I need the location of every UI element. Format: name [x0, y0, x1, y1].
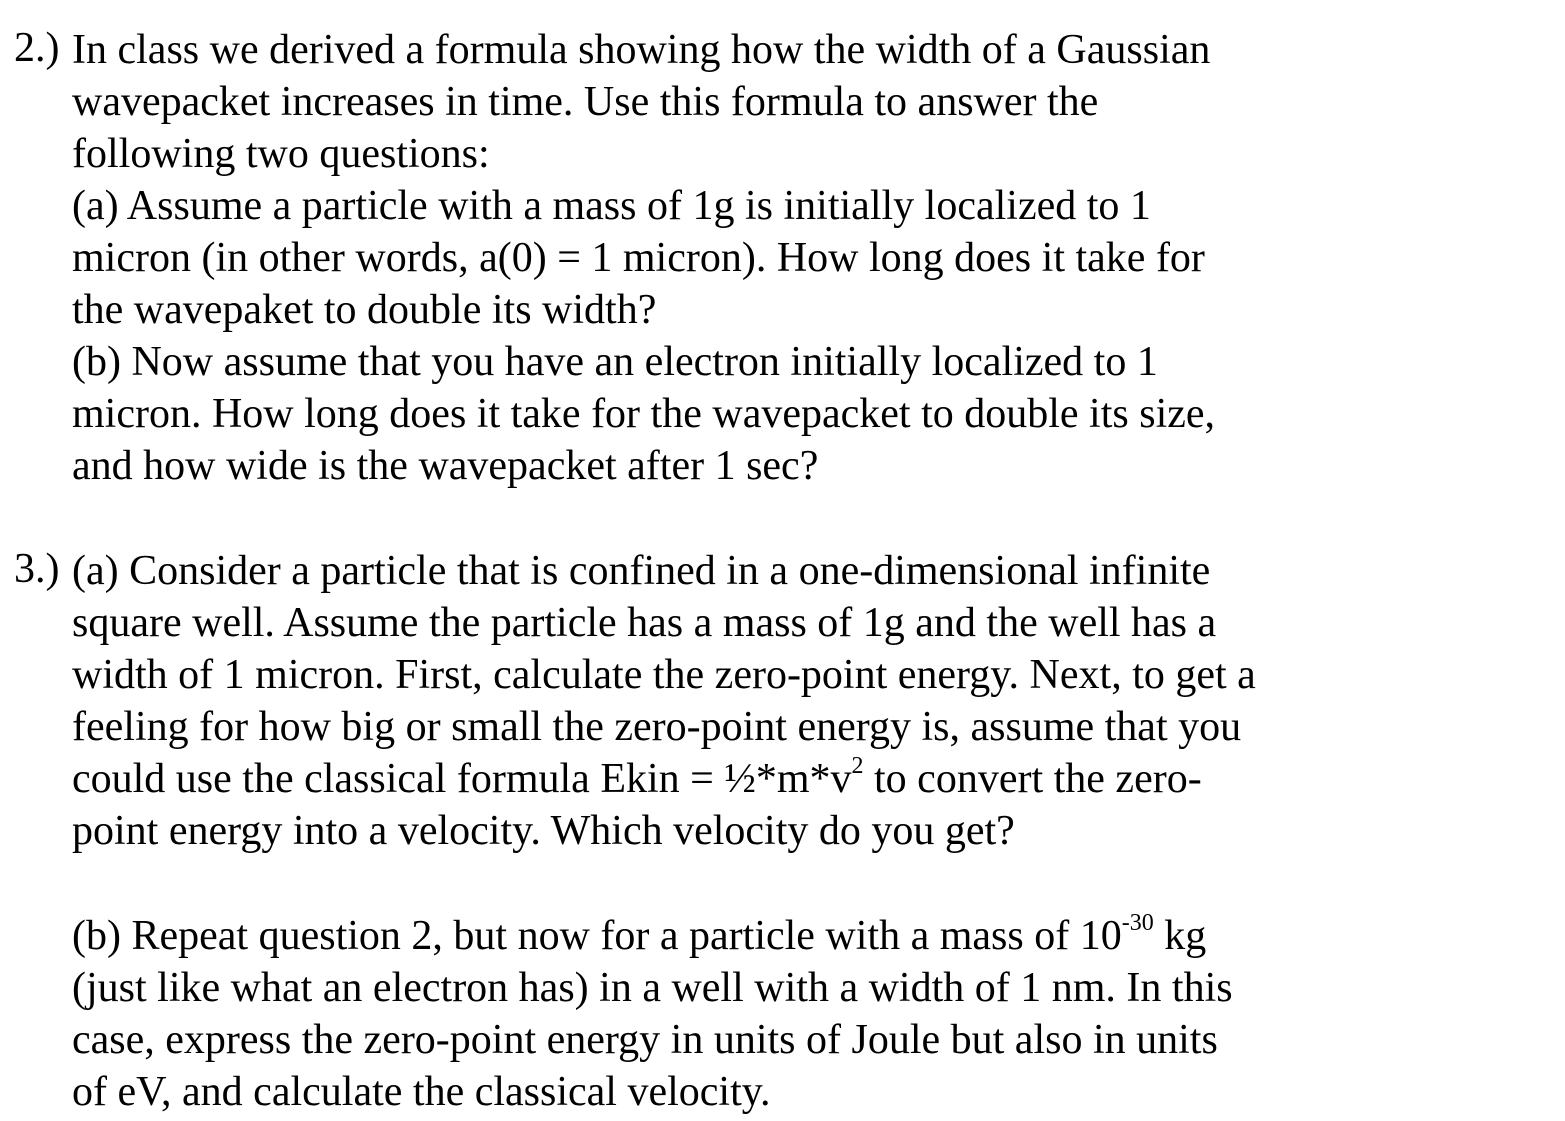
- problem-text-line: width of 1 micron. First, calculate the zero-point energy. Next, to get a: [72, 652, 1256, 698]
- superscript: 2: [851, 753, 864, 779]
- problem-text-line: [72, 910, 1206, 962]
- problem-text-line: the wavepaket to double its width?: [72, 287, 657, 333]
- problem-text-line: (a) Consider a particle that is confined in a one-dimensional infinite: [72, 548, 1211, 594]
- problem-text-line: (just like what an electron has) in a well with a width of 1 nm. In this: [72, 965, 1233, 1011]
- superscript: -30: [1121, 910, 1154, 936]
- text-fragment: could use the classical formula Ekin = ½*m*v: [72, 756, 852, 802]
- problem-text-line: of eV, and calculate the classical velocity.: [72, 1069, 771, 1115]
- problem-text-line: [72, 753, 1202, 805]
- problem-text-line: following two questions:: [72, 131, 490, 177]
- problem-text-line: point energy into a velocity. Which velocity do you get?: [72, 808, 1015, 854]
- problem-text-line: feeling for how big or small the zero-point energy is, assume that you: [72, 704, 1242, 750]
- text-fragment: (b) Repeat question 2, but now for a particle with a mass of 10: [72, 913, 1122, 959]
- problem-text-line: square well. Assume the particle has a mass of 1g and the well has a: [72, 600, 1217, 646]
- problem-text-line: (a) Assume a particle with a mass of 1g is initially localized to 1: [72, 183, 1151, 229]
- problem-text-line: micron. How long does it take for the wavepacket to double its size,: [72, 391, 1216, 437]
- problem-text-line: wavepacket increases in time. Use this formula to answer the: [72, 79, 1099, 125]
- text-fragment: kg: [1153, 913, 1207, 959]
- problem-text-line: (b) Now assume that you have an electron initially localized to 1: [72, 339, 1158, 385]
- problem-text-line: In class we derived a formula showing how the width of a Gaussian: [72, 27, 1211, 73]
- problem-text-line: case, express the zero-point energy in units of Joule but also in units: [72, 1017, 1218, 1063]
- problem-text-line: micron (in other words, a(0) = 1 micron). How long does it take for: [72, 235, 1205, 281]
- text-fragment: to convert the zero-: [863, 756, 1202, 802]
- problem-number: 2.): [14, 25, 60, 71]
- problem-number: 3.): [14, 546, 60, 592]
- problem-text-line: and how wide is the wavepacket after 1 sec?: [72, 443, 819, 489]
